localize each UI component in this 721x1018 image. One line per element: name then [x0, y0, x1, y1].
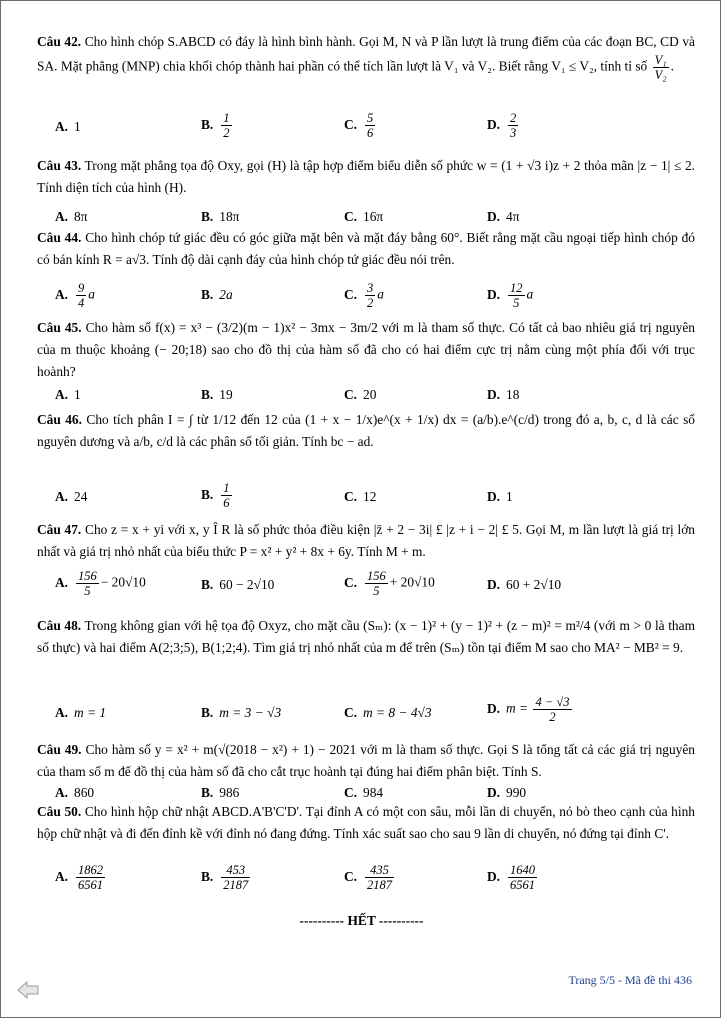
- option-b[interactable]: B. 60 − 2√10: [201, 577, 275, 592]
- question-number: Câu 45.: [37, 320, 82, 335]
- question-number: Câu 49.: [37, 742, 82, 757]
- option-b[interactable]: B. 986: [201, 785, 240, 800]
- option-b[interactable]: B. $\frac{1}{2}$: [201, 111, 230, 140]
- option-d[interactable]: D. 1: [487, 489, 513, 504]
- question-text: Cho hình chóp S.ABCD có đáy là hình bình hành. Gọi M, N và P lần lượt là trung điểm của các đoạn BC, CD và SA. Mặt phẳng (MNP) chia khối chóp thành hai phần có thể tích lần lượt là V₁ và V₂. Biết rằng V₁ ≤ V₂, tính tỉ số: [37, 34, 695, 74]
- question-number: Câu 43.: [37, 158, 82, 173]
- end-marker: ---------- HẾT ----------: [299, 913, 424, 928]
- question-50: [37, 801, 695, 845]
- question-number: Câu 48.: [37, 618, 82, 633]
- option-c[interactable]: C. $\frac{5}{6}$: [344, 111, 374, 140]
- option-c[interactable]: C. 16π: [344, 209, 384, 224]
- option-d[interactable]: D. 18: [487, 387, 520, 402]
- option-a[interactable]: A. 24: [55, 489, 88, 504]
- option-a[interactable]: A. 1: [55, 119, 81, 134]
- question-number: Câu 46.: [37, 412, 82, 427]
- option-c[interactable]: C. 984: [344, 785, 384, 800]
- option-c[interactable]: C. 12: [344, 489, 377, 504]
- option-d[interactable]: D. m = $\frac{4 - √3}{2}$: [487, 695, 570, 724]
- question-number: Câu 42.: [37, 34, 82, 49]
- option-b[interactable]: B. 18π: [201, 209, 240, 224]
- option-a[interactable]: A. $\frac{1862}{6561}$: [55, 863, 104, 892]
- question-text: Cho hình hộp chữ nhật ABCD.A'B'C'D'. Tại đỉnh A có một con sâu, mỗi lần di chuyển, nó bò theo cạnh của hình hộp chữ nhật và đi đến đỉnh kề với đỉnh nó đang đứng. Tính xác suất sao cho sau 9 lần di chuyển, nó đứng tại đỉnh C'.: [37, 804, 695, 841]
- question-number: Câu 50.: [37, 804, 82, 819]
- question-42: Câu 42. Cho hình chóp S.ABCD có đáy là hình bình hành. Gọi M, N và P lần lượt là trung điểm của các đoạn BC, CD và SA. Mặt phẳng (MNP) chia khối chóp thành hai phần có thể tích lần lượt là V₁ và V₂. Biết rằng V₁ ≤ V₂, tính tỉ số $\frac{\text{V₁}}{\text{V₂}}$ .: [37, 34, 695, 82]
- option-d[interactable]: D. $\frac{12}{5}$ a: [487, 281, 534, 310]
- options-48: [55, 695, 695, 729]
- option-b[interactable]: B. $\frac{453}{2187}$: [201, 863, 249, 892]
- options-46: [55, 481, 695, 513]
- option-c[interactable]: C. m = 8 − 4√3: [344, 705, 432, 720]
- option-a[interactable]: A. $\frac{9}{4}$ a: [55, 281, 95, 310]
- question-49: [37, 739, 695, 783]
- question-text: Cho z = x + yi với x, y Î R là số phức thỏa điều kiện |z̄ + 2 − 3i| £ |z + i − 2| £ 5. Gọi M, m lần lượt là giá trị lớn nhất và giá trị nhỏ nhất của biểu thức P = x² + y² + 8x + 6y. Tính M + m.: [37, 522, 695, 559]
- question-43: [37, 155, 695, 199]
- option-c[interactable]: C. $\frac{3}{2}$ a: [344, 281, 384, 310]
- option-d[interactable]: D. 4π: [487, 209, 520, 224]
- option-a[interactable]: A. 8π: [55, 209, 88, 224]
- question-number: Câu 47.: [37, 522, 82, 537]
- ratio-fraction: $\frac{\text{V₁}}{\text{V₂}}$: [654, 53, 667, 82]
- question-47: [37, 519, 695, 563]
- option-c[interactable]: C. $\frac{435}{2187}$: [344, 863, 393, 892]
- option-d[interactable]: D. $\frac{1640}{6561}$: [487, 863, 536, 892]
- option-b[interactable]: B. $\frac{1}{6}$: [201, 481, 230, 510]
- question-text: Cho tích phân I = ∫ từ 1/12 đến 12 của (1 + x − 1/x)e^(x + 1/x) dx = (a/b).e^(c/d) trong đó a, b, c, d là các số nguyên dương và a/b, c/d là các phân số tối giản. Tính bc − ad.: [37, 412, 695, 449]
- option-d[interactable]: D. 60 + 2√10: [487, 577, 562, 592]
- option-d[interactable]: D. $\frac{2}{3}$: [487, 111, 517, 140]
- option-b[interactable]: B. m = 3 − √3: [201, 705, 282, 720]
- options-50: [55, 863, 695, 892]
- question-number: Câu 44.: [37, 230, 82, 245]
- question-44: [37, 227, 695, 271]
- option-b[interactable]: B. 2a: [201, 287, 233, 302]
- question-text: Cho hình chóp tứ giác đều có góc giữa mặt bên và mặt đáy bằng 60°. Biết rằng mặt cầu ngoại tiếp hình chóp đó có bán kính R = a√3. Tính độ dài cạnh đáy của hình chóp tứ giác đều nói trên.: [37, 230, 695, 267]
- option-a[interactable]: A. $\frac{156}{5}$ − 20√10: [55, 569, 146, 598]
- option-b[interactable]: B. 19: [201, 387, 233, 402]
- question-text: Cho hàm số f(x) = x³ − (3/2)(m − 1)x² − 3mx − 3m/2 với m là tham số thực. Có tất cả bao nhiêu giá trị nguyên của m thuộc khoảng (− 20;18) sao cho đồ thị của hàm số đã cho có hai điểm cực trị nằm cùng một phía đối với trục hoành?: [37, 320, 695, 379]
- question-45: [37, 317, 695, 383]
- option-a[interactable]: A. 1: [55, 387, 81, 402]
- options-42: [55, 111, 695, 143]
- question-48: [37, 615, 695, 659]
- option-c[interactable]: C. $\frac{156}{5}$ + 20√10: [344, 569, 435, 598]
- options-45: [55, 387, 695, 411]
- option-a[interactable]: A. m = 1: [55, 705, 107, 720]
- options-44: [55, 281, 695, 310]
- back-arrow-icon[interactable]: [17, 981, 39, 999]
- page-footer: Trang 5/5 - Mã đề thi 436: [568, 973, 692, 987]
- question-text: Cho hàm số y = x² + m(√(2018 − x²) + 1) − 2021 với m là tham số thực. Gọi S là tổng tất cả các giá trị nguyên của tham số m để đồ thị của hàm số đã cho cắt trục hoành tại đúng hai điểm phân biệt. Tính S.: [37, 742, 695, 779]
- question-text: Trong không gian với hệ tọa độ Oxyz, cho mặt cầu (Sₘ): (x − 1)² + (y − 1)² + (z − m)² = m²/4 (với m > 0 là tham số thực) và hai điểm A(2;3;5), B(1;2;4). Tìm giá trị nhỏ nhất của m để trên (Sₘ) tồn tại điểm M sao cho MA² − MB² = 9.: [37, 618, 695, 655]
- option-d[interactable]: D. 990: [487, 785, 527, 800]
- options-47: [55, 569, 695, 601]
- option-c[interactable]: C. 20: [344, 387, 377, 402]
- option-a[interactable]: A. 860: [55, 785, 95, 800]
- question-text: Trong mặt phẳng tọa độ Oxy, gọi (H) là tập hợp điểm biểu diễn số phức w = (1 + √3 i)z + 2 thỏa mãn |z − 1| ≤ 2. Tính diện tích của hình (H).: [37, 158, 695, 195]
- question-46: [37, 409, 695, 453]
